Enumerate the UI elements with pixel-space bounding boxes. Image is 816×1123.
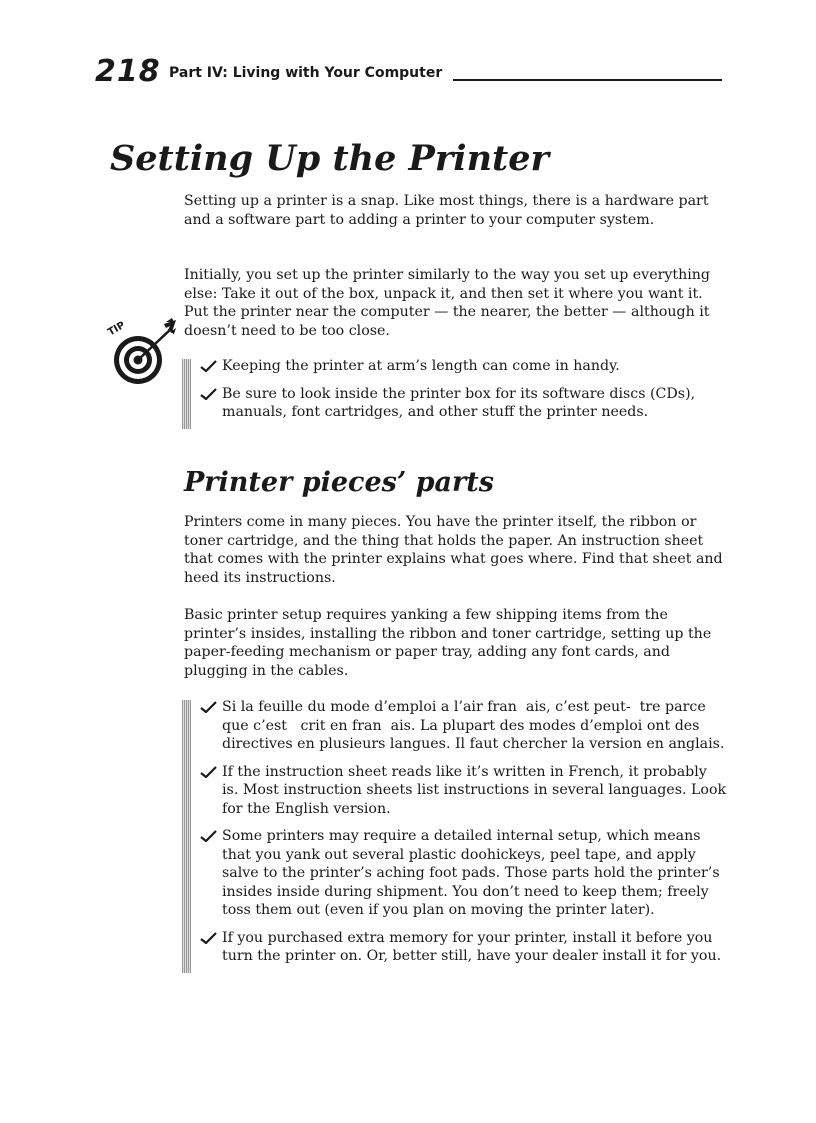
intro-paragraph: Setting up a printer is a snap. Like most things, there is a hardware part and a software part to adding a printer to your computer system. [184, 193, 709, 228]
checkmark-icon [200, 701, 217, 713]
list-item [182, 698, 727, 754]
bullet-text: Some printers may require a detailed internal setup, which means that you yank out several plastic doohickeys, peel tape, and apply salve to the printer’s aching foot pads. Those parts hold the printer’s insides inside during shipment. You don’t need to keep them; freely toss them out (even if you plan on moving the printer later). [222, 828, 720, 918]
part-title: Part IV: Living with Your Computer [169, 65, 443, 81]
checkmark-icon [200, 360, 217, 372]
list-item [182, 929, 727, 966]
checkmark-icon [200, 766, 217, 778]
bullet-text: If you purchased extra memory for your printer, install it before you turn the printer on. Or, better still, have your dealer install it for you. [222, 929, 722, 964]
checkmark-icon [200, 830, 217, 842]
subsection-title: Printer pieces’ parts [184, 467, 494, 498]
bullet-text: If the instruction sheet reads like it’s written in French, it probably is. Most instruction sheets list instructions in several languages. Look for the English version. [222, 763, 727, 817]
page-number: 218 [95, 54, 161, 89]
list-item [182, 763, 727, 819]
basic-setup-paragraph: Basic printer setup requires yanking a few shipping items from the printer’s insides, installing the ribbon and toner cartridge, setting up the paper-feeding mechanism or paper tray, adding any font cards, and plugging in the cables. [184, 607, 712, 679]
header-rule [453, 79, 722, 81]
tip-target-icon [106, 316, 178, 388]
list-item [182, 827, 727, 920]
checkmark-icon [200, 932, 217, 944]
bullet-text: Be sure to look inside the printer box for its software discs (CDs), manuals, font cartridges, and other stuff the printer needs. [222, 385, 696, 420]
setup-bullet-list [182, 698, 727, 975]
bullet-text: Si la feuille du mode d’emploi a l’air fran ais, c’est peut- tre parce que c’est crit en fran ais. La plupart des modes d’emploi ont des directives en plusieurs langues. Il faut chercher la version en anglais. [222, 699, 725, 752]
running-header [95, 56, 722, 88]
checkmark-icon [200, 388, 217, 400]
svg-text:TIP: TIP [106, 319, 128, 339]
list-item [182, 385, 727, 422]
list-item [182, 357, 727, 376]
section-title: Setting Up the Printer [110, 138, 549, 179]
setup-paragraph: Initially, you set up the printer similarly to the way you set up everything else: Take it out of the box, unpack it, and then set it where you want it. Put the printer near the computer — the nearer, the better — although it doesn’t need to be too close. [184, 267, 710, 339]
bullet-text: Keeping the printer at arm’s length can come in handy. [222, 358, 620, 374]
pieces-paragraph: Printers come in many pieces. You have the printer itself, the ribbon or toner cartridge, and the thing that holds the paper. An instruction sheet that comes with the printer explains what goes where. Find that sheet and heed its instructions. [184, 514, 723, 586]
tip-bullet-list [182, 357, 727, 431]
